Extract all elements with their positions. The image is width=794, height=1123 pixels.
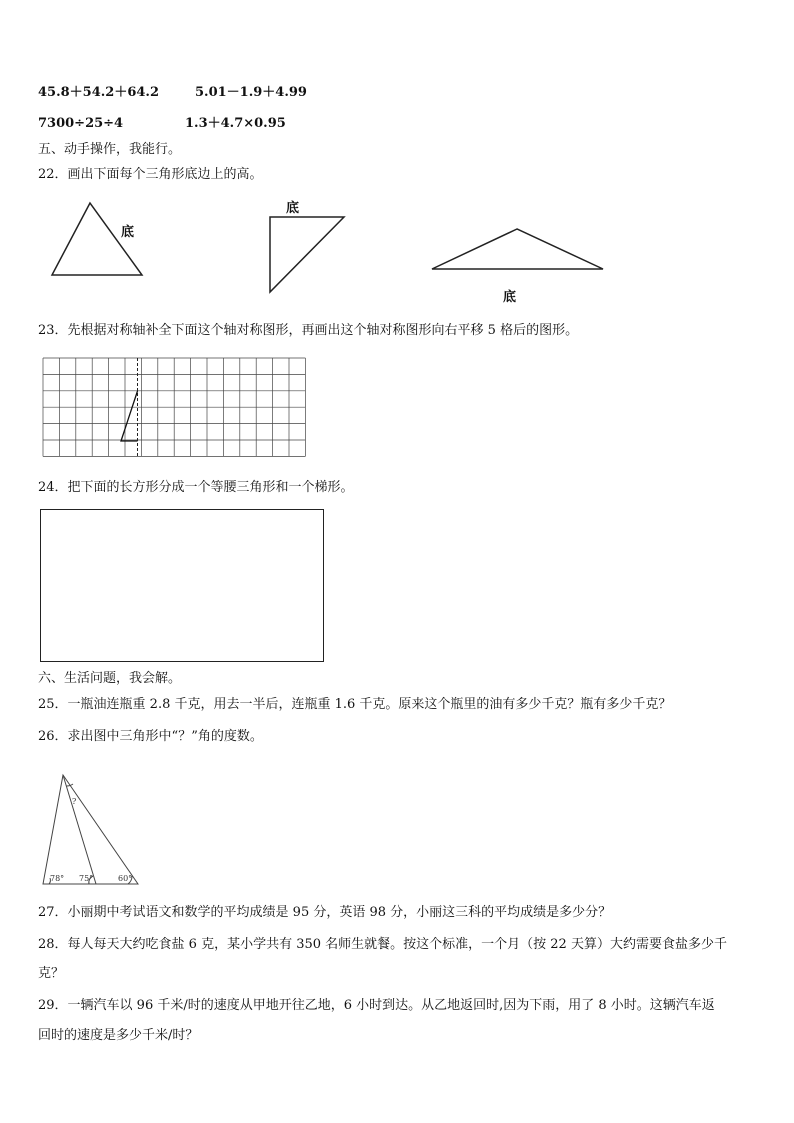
q22-triangles-figure <box>0 195 794 310</box>
base-label: 底 <box>503 290 517 305</box>
inner-segment <box>63 775 96 884</box>
q26-triangle-figure <box>38 770 148 890</box>
rectangle <box>40 509 324 662</box>
triangle-3 <box>432 229 603 269</box>
calc-expression: 1.3＋4.7×0.95 <box>185 116 286 131</box>
question-28-cont: 克？ <box>38 966 65 981</box>
question-24: 24．把下面的长方形分成一个等腰三角形和一个梯形。 <box>38 480 354 495</box>
angle-b-label: 75° <box>79 874 94 883</box>
question-29-cont: 回时的速度是多少千米/时？ <box>38 1028 199 1043</box>
triangle-2 <box>270 217 344 292</box>
calc-expression: 5.01－1.9＋4.99 <box>195 85 307 100</box>
question-25: 25．一瓶油连瓶重 2.8 千克，用去一半后，连瓶重 1.6 千克。原来这个瓶里的油有多少千克？瓶有多少千克？ <box>38 697 672 712</box>
section-title: 五、动手操作，我能行。 <box>38 142 182 157</box>
angle-c-label: 60° <box>118 874 133 883</box>
angle-q-label: ? <box>72 797 77 806</box>
half-shape <box>121 391 138 441</box>
base-label: 底 <box>286 201 300 216</box>
question-22: 22．画出下面每个三角形底边上的高。 <box>38 167 263 182</box>
question-29: 29．一辆汽车以 96 千米/时的速度从甲地开往乙地，6 小时到达。从乙地返回时,因为下雨，用了 8 小时。这辆汽车返 <box>38 998 715 1013</box>
calc-expression: 45.8＋54.2＋64.2 <box>38 85 159 100</box>
angle-a-label: 78° <box>50 874 65 883</box>
square-grid <box>43 358 305 456</box>
base-label: 底 <box>121 225 135 240</box>
section-title: 六、生活问题，我会解。 <box>38 671 182 686</box>
question-26: 26．求出图中三角形中“？”角的度数。 <box>38 729 263 744</box>
question-23: 23．先根据对称轴补全下面这个轴对称图形，再画出这个轴对称图形向右平移 5 格后的图形。 <box>38 323 579 338</box>
question-27: 27．小丽期中考试语文和数学的平均成绩是 95 分，英语 98 分，小丽这三科的平均成绩是多少分？ <box>38 905 612 920</box>
q23-grid-figure <box>43 358 311 458</box>
question-28: 28．每人每天大约吃食盐 6 克，某小学共有 350 名师生就餐。按这个标准，一个月（按 22 天算）大约需要食盐多少千 <box>38 937 727 952</box>
big-triangle <box>43 775 138 884</box>
calc-expression: 7300÷25÷4 <box>38 116 124 131</box>
